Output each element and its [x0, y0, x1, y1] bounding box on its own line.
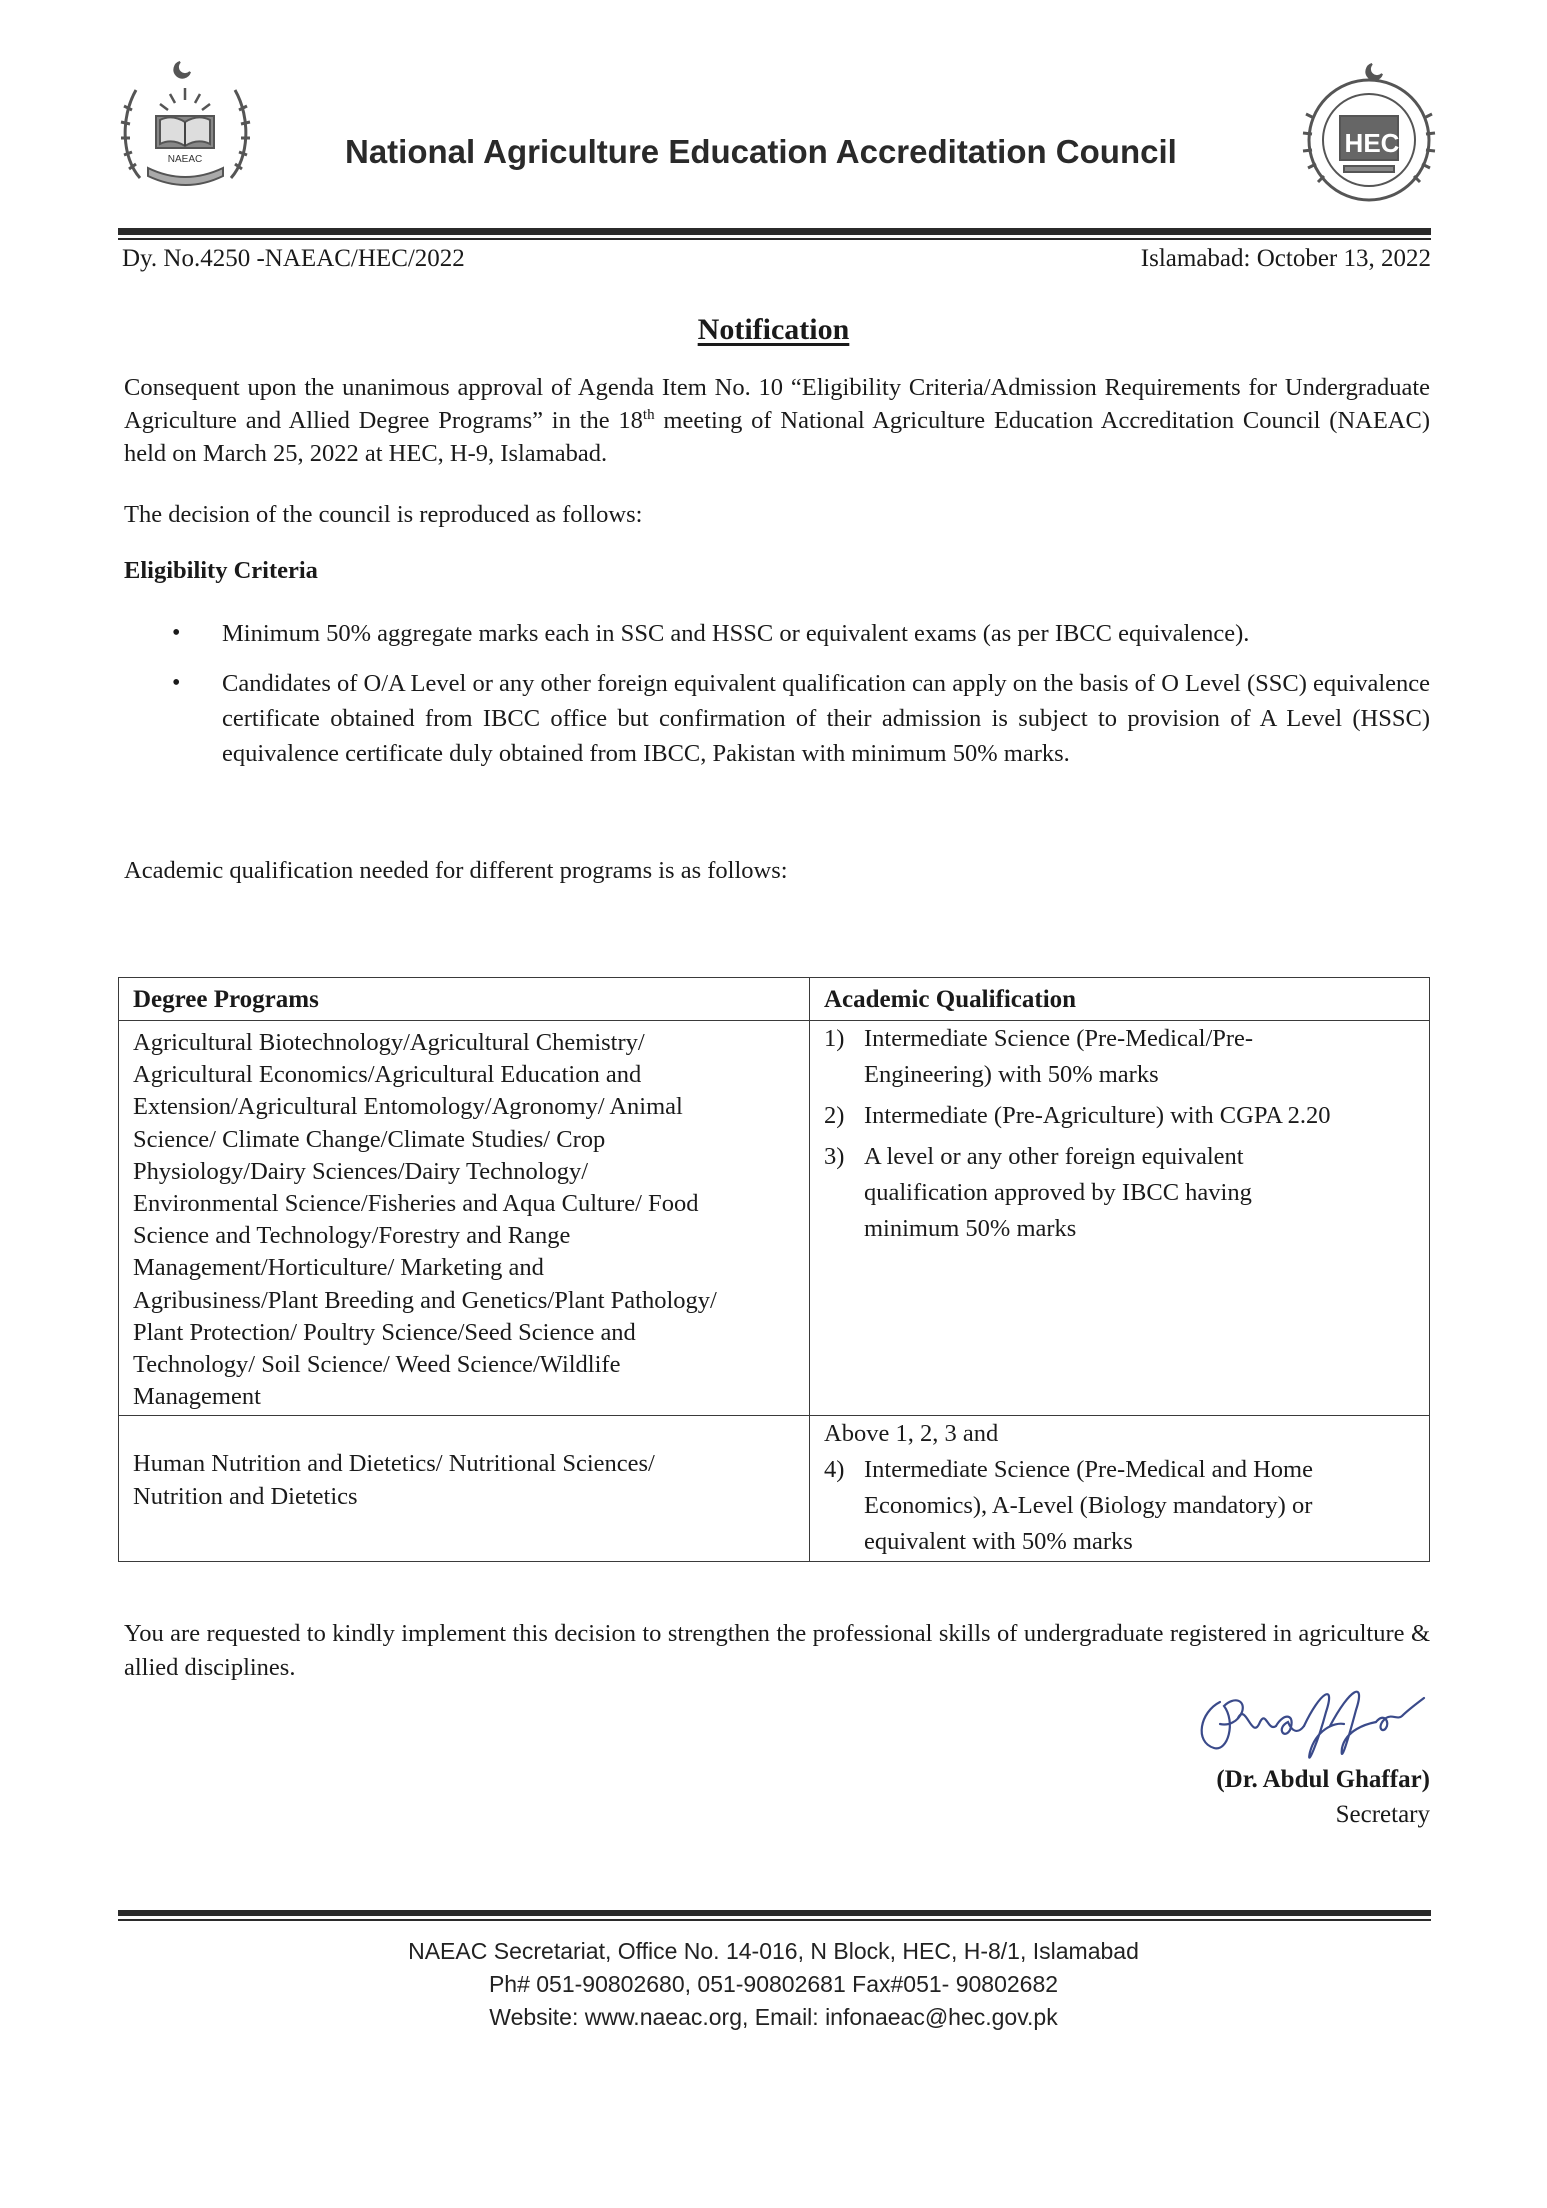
degree-programs-cell: Human Nutrition and Dietetics/ Nutritional Sciences/ Nutrition and Dietetics — [119, 1416, 810, 1562]
svg-text:NAEAC: NAEAC — [167, 154, 203, 165]
degree-programs-cell: Agricultural Biotechnology/Agricultural Chemistry/ Agricultural Economics/Agricultural Education and Extension/Agricultural Entomology/Agronomy/ Animal Science/ Climate Change/Climate Studies/ Crop Physiology/Dairy Sciences/Dairy Technology/ Environmental Science/Fisheries and Aqua Culture/ Food Science and Technology/Forestry and Range Management/Horticulture/ Marketing and Agribusiness/Plant Breeding and Genetics/Plant Pathology/ Plant Protection/ Poultry Science/Seed Science and Technology/ Soil Science/ Weed Science/Wildlife Management — [119, 1021, 810, 1416]
list-item: • Minimum 50% aggregate marks each in SSC and HSSC or equivalent exams (as per IBCC equivalence). — [124, 616, 1430, 651]
footer-rule-thin — [118, 1919, 1431, 1921]
column-header-degree-programs: Degree Programs — [119, 978, 810, 1021]
column-header-academic-qualification: Academic Qualification — [810, 978, 1430, 1021]
academic-line: Academic qualification needed for different programs is as follows: — [124, 857, 788, 884]
naeac-logo-icon — [118, 58, 253, 198]
place-date: Islamabad: October 13, 2022 — [1140, 245, 1431, 272]
signatory-name: (Dr. Abdul Ghaffar) — [1216, 1766, 1430, 1793]
eligibility-heading: Eligibility Criteria — [124, 557, 318, 584]
qualification-prefix: Above 1, 2, 3 and — [824, 1420, 999, 1448]
reference-line — [122, 245, 1431, 273]
footer-phone: Ph# 051-90802680, 051-90802681 Fax#051- 90802682 — [488, 1971, 1059, 1997]
table-row — [119, 1416, 1430, 1562]
table-header-row — [119, 978, 1430, 1021]
table-row — [119, 1021, 1430, 1416]
qualification-cell — [810, 1021, 1430, 1416]
list-item: 2) Intermediate (Pre-Agriculture) with CGPA 2.20 — [824, 1102, 1331, 1129]
header-rule-thick — [118, 228, 1431, 235]
svg-text:HEC: HEC — [1344, 128, 1400, 158]
closing-paragraph: You are requested to kindly implement this decision to strengthen the professional skills of undergraduate registered in agriculture & allied disciplines. — [124, 1620, 1430, 1681]
qualification-table — [118, 977, 1430, 1562]
signature-icon — [1180, 1682, 1440, 1772]
hec-logo-icon — [1292, 58, 1447, 218]
qualification-cell — [810, 1416, 1430, 1562]
intro-paragraph: Consequent upon the unanimous approval of Agenda Item No. 10 “Eligibility Criteria/Admission Requirements for Undergraduate Agriculture and Allied Degree Programs” in the 18th meeting of National Agriculture Education Accreditation Council (NAEAC) held on March 25, 2022 at HEC, H-9, Islamabad. — [124, 374, 1430, 467]
header-rule-thin — [118, 238, 1431, 240]
list-item: 1) Intermediate Science (Pre-Medical/Pre- Engineering) with 50% marks — [824, 1025, 1254, 1088]
decision-line: The decision of the council is reproduced as follows: — [124, 501, 643, 528]
footer-address: NAEAC Secretariat, Office No. 14-016, N Block, HEC, H-8/1, Islamabad — [408, 1938, 1139, 1964]
list-item: 4) Intermediate Science (Pre-Medical and Home Economics), A-Level (Biology mandatory) or equivalent with 50% marks — [824, 1456, 1313, 1556]
list-item: • Candidates of O/A Level or any other foreign equivalent qualification can apply on the basis of O Level (SSC) equivalence certificate obtained from IBCC office but confirmation of their admission is subject to provision of A Level (HSSC) equivalence certificate duly obtained from IBCC, Pakistan with minimum 50% marks. — [124, 666, 1430, 771]
footer-rule-thick — [118, 1910, 1431, 1916]
diary-number: Dy. No.4250 -NAEAC/HEC/2022 — [122, 245, 465, 272]
organization-title: National Agriculture Education Accreditation Council — [345, 133, 1177, 170]
footer-web: Website: www.naeac.org, Email: infonaeac@hec.gov.pk — [489, 2004, 1058, 2030]
footer-contact — [0, 1935, 1547, 2034]
signatory-role: Secretary — [1335, 1801, 1430, 1828]
notification-title: Notification — [697, 313, 850, 346]
list-item: 3) A level or any other foreign equivalent qualification approved by IBCC having minimum 50% marks — [824, 1143, 1252, 1242]
eligibility-list — [124, 616, 1430, 786]
